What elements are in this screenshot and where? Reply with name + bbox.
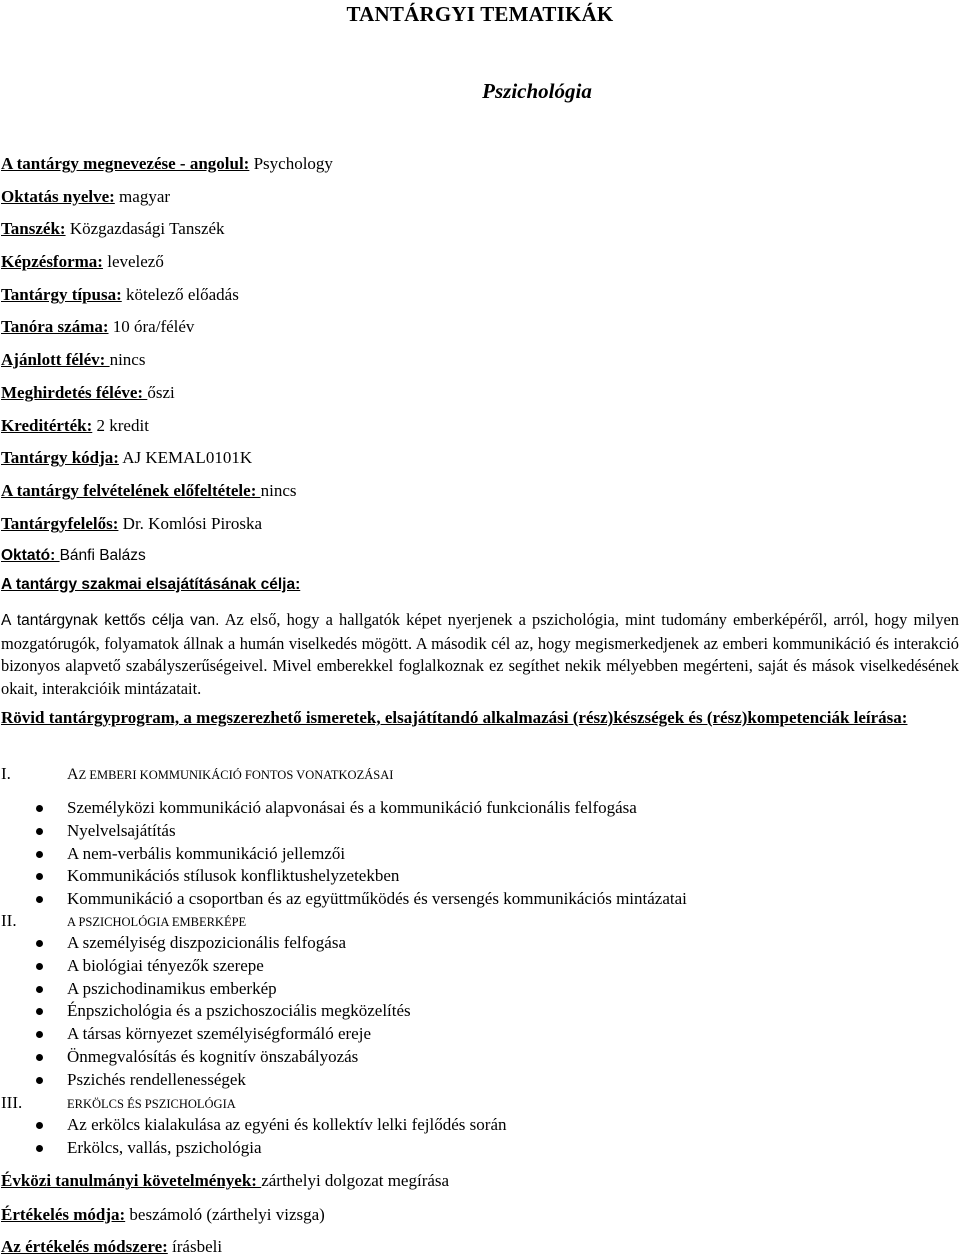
section-title: ERKÖLCS ÉS PSZICHOLÓGIA	[67, 1097, 236, 1111]
document-title: TANTÁRGYI TEMATIKÁK	[346, 2, 614, 26]
field-midterm-requirements: Évközi tanulmányi követelmények: zárthelyi dolgozat megírása	[1, 1171, 450, 1190]
field-prerequisite: A tantárgy felvételének előfeltétele: nincs	[1, 480, 297, 500]
list-item: Személyközi kommunikáció alapvonásai és a kommunikáció funkcionális felfogása	[0, 797, 687, 820]
section-2-list	[0, 932, 411, 1092]
bullet-icon	[36, 851, 43, 858]
field-course-code: Tantárgy kódja: AJ KEMAL0101K	[1, 448, 253, 468]
program-heading: Rövid tantárgyprogram, a megszerezhető ismeretek, elsajátítandó alkalmazási (rész)készségek és (rész)kompetenciák leírása:	[1, 708, 908, 727]
section-number: III.	[1, 1093, 23, 1112]
bullet-icon	[36, 1031, 43, 1038]
list-item: Nyelvelsajátítás	[0, 820, 687, 843]
field-department: Tanszék: Közgazdasági Tanszék	[1, 219, 225, 239]
bullet-icon	[36, 896, 43, 903]
field-evaluation-method: Az értékelés módszere: írásbeli	[1, 1237, 223, 1256]
list-item: Pszichés rendellenességek	[0, 1069, 411, 1092]
field-responsible: Tantárgyfelelős: Dr. Komlósi Piroska	[1, 513, 262, 533]
field-language: Oktatás nyelve: magyar	[1, 186, 171, 206]
section-title: AZ EMBERI KOMMUNIKÁCIÓ FONTOS VONATKOZÁSAI	[67, 766, 394, 783]
field-announced-semester: Meghirdetés féléve: őszi	[1, 382, 175, 402]
section-title: A PSZICHOLÓGIA EMBERKÉPE	[67, 915, 247, 929]
bullet-icon	[36, 1122, 43, 1129]
goal-text: Az első, hogy a hallgatók képet nyerjenek a pszichológia, mint tudomány emberképéről, arról, hogy milyen mozgatórugók, folyamatok állnak a humán viselkedés mögött. A második cél az, hogy megismerkedjenek az emberi kommunikáció és interakció bizonyos alapvető szabályszerűségeivel. Mivel emberekkel foglalkoznak ez segíthet nekik mélyebben megérteni, saját és mások viselkedésének okait, interakcióik mintázatait.	[1, 610, 960, 698]
subject-title: Pszichológia	[482, 79, 592, 103]
list-item: Az erkölcs kialakulása az egyéni és kollektív lelki fejlődés során	[0, 1114, 507, 1137]
list-item: A pszichodinamikus emberkép	[0, 978, 411, 1001]
field-course-type: Tantárgy típusa: kötelező előadás	[1, 284, 239, 304]
list-item: A nem-verbális kommunikáció jellemzői	[0, 843, 687, 866]
section-3-list	[0, 1114, 507, 1160]
list-item: Énpszichológia és a pszichoszociális megközelítés	[0, 1000, 411, 1023]
bullet-icon	[36, 1054, 43, 1061]
list-item: A személyiség diszpozicionális felfogása	[0, 932, 411, 955]
bullet-icon	[36, 963, 43, 970]
list-item: Erkölcs, vallás, pszichológia	[0, 1137, 507, 1160]
section-heading-3	[1, 1092, 236, 1115]
section-heading-2	[1, 910, 246, 933]
field-evaluation-type: Értékelés módja: beszámoló (zárthelyi vizsga)	[1, 1205, 325, 1224]
section-number: II.	[1, 911, 17, 930]
field-training-form: Képzésforma: levelező	[1, 252, 164, 272]
list-item: Kommunikációs stílusok konfliktushelyzetekben	[0, 865, 687, 888]
bullet-icon	[36, 1077, 43, 1084]
goal-paragraph	[1, 609, 959, 700]
section-number: I.	[1, 764, 11, 783]
field-hours: Tanóra száma: 10 óra/félév	[1, 317, 195, 337]
bullet-icon	[36, 1145, 43, 1152]
list-item: Kommunikáció a csoportban és az együttműködés és versengés kommunikációs mintázatai	[0, 888, 687, 911]
field-credits: Kreditérték: 2 kredit	[1, 415, 149, 435]
list-item: A biológiai tényezők szerepe	[0, 955, 411, 978]
section-heading-1	[1, 763, 393, 786]
field-recommended-semester: Ajánlott félév: nincs	[1, 350, 146, 370]
field-english-name: A tantárgy megnevezése - angolul: Psychology	[1, 154, 333, 173]
bullet-icon	[36, 805, 43, 812]
section-1-list	[0, 797, 687, 911]
course-fields	[1, 153, 959, 578]
bullet-icon	[36, 828, 43, 835]
bullet-icon	[36, 986, 43, 993]
bullet-icon	[36, 940, 43, 947]
bullet-icon	[36, 873, 43, 880]
goal-lead: A tantárgynak kettős célja van.	[1, 612, 220, 629]
field-instructor: Oktató: Bánfi Balázs	[1, 547, 146, 565]
list-item: A társas környezet személyiségformáló ereje	[0, 1023, 411, 1046]
goal-heading: A tantárgy szakmai elsajátításának célja:	[1, 576, 301, 593]
bullet-icon	[36, 1008, 43, 1015]
list-item: Önmegvalósítás és kognitív önszabályozás	[0, 1046, 411, 1069]
